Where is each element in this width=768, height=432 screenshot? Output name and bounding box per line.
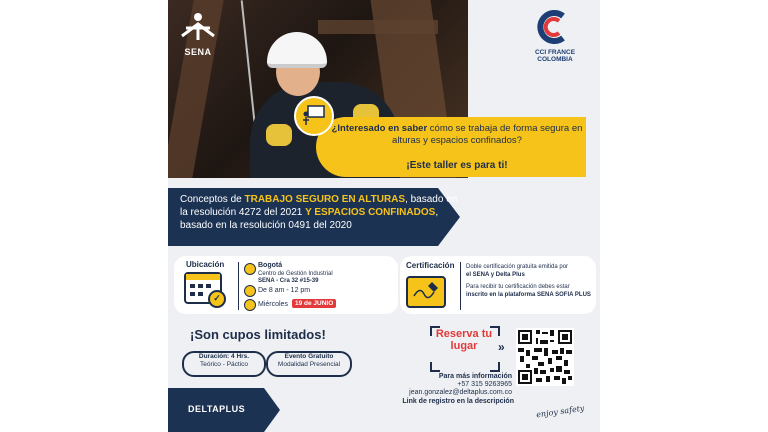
enjoy-safety-tagline: enjoy safety bbox=[535, 403, 585, 420]
hero-cta: ¡Este taller es para ti! bbox=[406, 160, 508, 171]
clock-icon bbox=[244, 285, 256, 297]
deltaplus-logo: DELTAPLUS bbox=[188, 404, 246, 414]
contact-email[interactable]: jean.gonzalez@deltaplus.com.co bbox=[409, 389, 512, 396]
place: Centro de Gestión Industrial bbox=[258, 271, 333, 277]
cert-line-2: el SENA y Delta Plus bbox=[466, 272, 525, 278]
date-badge: 19 de JUNIO bbox=[292, 299, 336, 308]
address: SENA - Cra 32 #15-39 bbox=[258, 278, 319, 284]
registration-link-note: Link de registro en la descripción bbox=[402, 398, 514, 405]
event-poster bbox=[168, 0, 600, 432]
certification-label: Certificación bbox=[406, 261, 455, 270]
check-icon: ✓ bbox=[208, 290, 226, 308]
tablet-signature-icon bbox=[406, 276, 446, 308]
cci-france-logo: CCI FRANCE COLOMBIA bbox=[523, 10, 587, 63]
cert-line-3: Para recibir tu certificación debes estar bbox=[466, 284, 570, 290]
location-pin-icon bbox=[244, 263, 256, 275]
contact-info: Para más información +57 315 9263965 jean.gonzalez@deltaplus.com.co bbox=[388, 373, 512, 397]
calendar-small-icon bbox=[244, 299, 256, 311]
cert-line-1: Doble certificación gratuita emitida por bbox=[466, 264, 569, 270]
location-label: Ubicación bbox=[186, 260, 225, 269]
registration-qr-code[interactable] bbox=[516, 328, 574, 386]
helmet-icon bbox=[267, 32, 327, 68]
contact-phone: +57 315 9263965 bbox=[457, 381, 512, 388]
reserve-spot-label: Reserva tu lugar bbox=[435, 328, 493, 352]
city: Bogotá bbox=[258, 262, 283, 269]
topic-text: Conceptos de TRABAJO SEGURO EN ALTURAS, basado en la resolución 4272 del 2021 Y ESPACIOS CONFINADOS, basado en la resolución 0491 del 2020 bbox=[180, 194, 458, 231]
time: De 8 am - 12 pm bbox=[258, 287, 311, 294]
duration-pill: Duración: 4 Hrs. Teórico - Páctico bbox=[182, 351, 266, 377]
day: Miércoles bbox=[258, 301, 288, 308]
sena-logo: SENA bbox=[176, 12, 220, 57]
hero-question: ¿Interesado en saber cómo se trabaja de forma segura en alturas y espacios confinados? bbox=[331, 123, 583, 146]
cert-line-4: inscrito en la plataforma SENA SOFIA PLUS bbox=[466, 292, 591, 298]
limited-spots-title: ¡Son cupos limitados! bbox=[190, 327, 326, 342]
free-event-pill: Evento Gratuito Modalidad Presencial bbox=[266, 351, 352, 377]
arrows-icon: » bbox=[498, 340, 505, 354]
